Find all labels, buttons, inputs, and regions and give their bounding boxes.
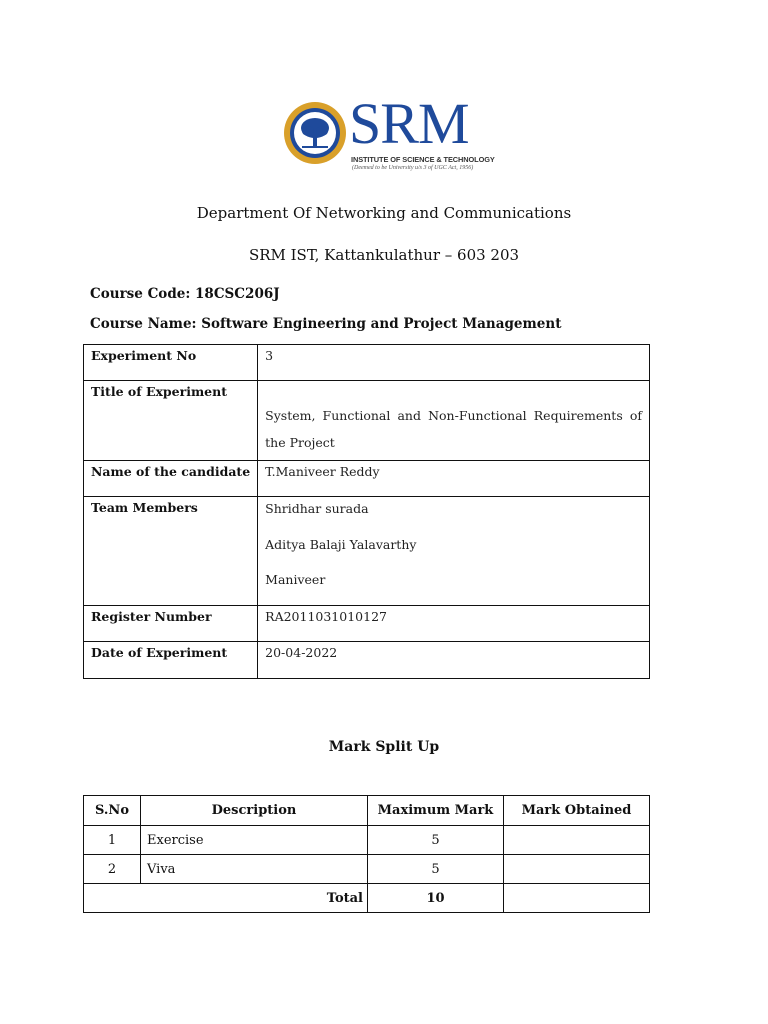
table-row bbox=[84, 497, 650, 606]
institute-address: SRM IST, Kattankulathur – 603 203 bbox=[248, 246, 520, 264]
table-row bbox=[84, 855, 650, 884]
date-value: 20-04-2022 bbox=[258, 642, 650, 679]
column-header: Mark Obtained bbox=[504, 796, 650, 826]
department-title: Department Of Networking and Communications bbox=[196, 204, 572, 222]
course-name: Course Name: Software Engineering and Project Management bbox=[90, 316, 562, 332]
title-value: System, Functional and Non-Functional Requirements of the Project bbox=[265, 408, 642, 450]
mark-split-table bbox=[83, 795, 650, 913]
description-cell: Viva bbox=[141, 855, 368, 884]
brand-wordmark: SRM bbox=[349, 91, 469, 156]
table-row bbox=[84, 826, 650, 855]
register-number-value: RA2011031010127 bbox=[258, 606, 650, 642]
srm-logo bbox=[282, 91, 495, 176]
experiment-info-table bbox=[83, 344, 650, 679]
experiment-no-label: Experiment No bbox=[84, 345, 258, 381]
table-row bbox=[84, 345, 650, 381]
total-label: Total bbox=[84, 884, 368, 913]
brand-subtitle: INSTITUTE OF SCIENCE & TECHNOLOGY bbox=[351, 155, 495, 164]
mark-obtained-cell bbox=[504, 826, 650, 855]
total-obtained-cell bbox=[504, 884, 650, 913]
column-header: Description bbox=[141, 796, 368, 826]
column-header: Maximum Mark bbox=[368, 796, 504, 826]
register-number-label: Register Number bbox=[84, 606, 258, 642]
max-mark-cell: 5 bbox=[368, 826, 504, 855]
table-header-row bbox=[84, 796, 650, 826]
brand-tagline: (Deemed to be University u/s 3 of UGC Act, 1956) bbox=[352, 165, 474, 171]
team-members-label: Team Members bbox=[84, 497, 258, 606]
table-row bbox=[84, 606, 650, 642]
mark-obtained-cell bbox=[504, 855, 650, 884]
description-cell: Exercise bbox=[141, 826, 368, 855]
table-row bbox=[84, 381, 650, 461]
sno-cell: 1 bbox=[84, 826, 141, 855]
table-row bbox=[84, 642, 650, 679]
date-label: Date of Experiment bbox=[84, 642, 258, 679]
total-row bbox=[84, 884, 650, 913]
title-label: Title of Experiment bbox=[84, 381, 258, 461]
course-code: Course Code: 18CSC206J bbox=[90, 286, 280, 302]
candidate-value: T.Maniveer Reddy bbox=[258, 461, 650, 497]
column-header: S.No bbox=[84, 796, 141, 826]
team-member: Shridhar surada bbox=[265, 501, 369, 516]
table-row bbox=[84, 461, 650, 497]
total-value: 10 bbox=[368, 884, 504, 913]
candidate-label: Name of the candidate bbox=[84, 461, 258, 497]
university-emblem-icon bbox=[282, 100, 348, 166]
experiment-no-value: 3 bbox=[258, 345, 650, 381]
mark-split-title: Mark Split Up bbox=[328, 739, 440, 755]
team-member: Maniveer bbox=[265, 572, 326, 587]
sno-cell: 2 bbox=[84, 855, 141, 884]
max-mark-cell: 5 bbox=[368, 855, 504, 884]
team-member: Aditya Balaji Yalavarthy bbox=[265, 537, 417, 552]
